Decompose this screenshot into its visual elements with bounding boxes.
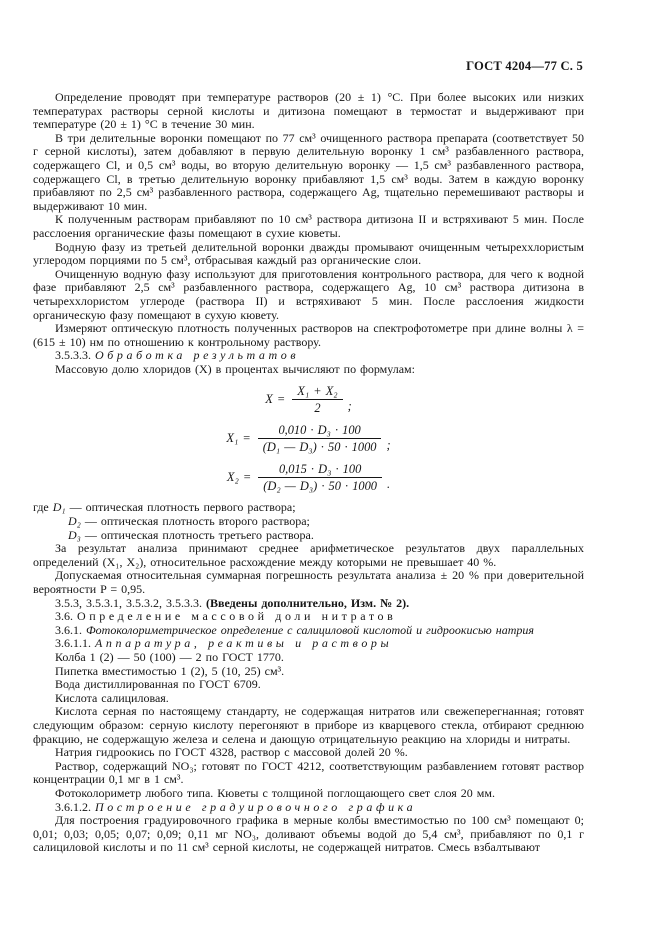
- paragraph-no3-solution: Раствор, содержащий NO₃; готовят по ГОСТ 4212, соответствующим разбавлением готовят раствор концентрации 0,1 мг в 1 см³.: [33, 758, 584, 787]
- heading-number: 3.6.1.2.: [55, 799, 91, 814]
- paragraph-pipette: Пипетка вместимостью 1 (2), 5 (10, 25) см³.: [55, 663, 285, 678]
- formula-punctuation: ;: [347, 398, 352, 413]
- heading-number: 3.6.1.1.: [55, 636, 91, 651]
- heading-title: Фотоколориметрическое определение с салициловой кислотой и гидроокисью натрия: [86, 622, 534, 637]
- formula-denominator: 2: [314, 401, 321, 416]
- heading-title: Обработка результатов: [95, 348, 300, 363]
- paragraph-control-solution: Очищенную водную фазу используют для приготовления контрольного раствора, для чего к водной фазе прибавляют 2,5 см³ разбавленного раствора, содержащего Ag, 10 см³ раствора дитизона в четыреххлористом углероде (раствора II) и встряхивают 5 мин. После расслоения жидкости органическую фазу помещают в сухую кювету.: [33, 266, 584, 322]
- definition-d3: [33, 529, 584, 543]
- formula-x1: [33, 423, 584, 454]
- page-header: ГОСТ 4204—77 С. 5: [466, 59, 583, 73]
- heading-title: Аппаратура, реактивы и растворы: [95, 636, 393, 651]
- heading-title: Определение массовой доли нитратов: [77, 609, 397, 624]
- definition-term: D₃: [68, 527, 81, 542]
- definition-term: D₂: [68, 514, 81, 529]
- formula-x2: [33, 462, 584, 493]
- heading-apparatus: [33, 637, 584, 651]
- heading-title: Построение градуировочного графика: [95, 799, 417, 814]
- paragraph-photometer: Фотоколориметр любого типа. Кюветы с толщиной поглощающего свет слоя 20 мм.: [55, 785, 495, 800]
- formula-numerator: 0,015 · D₃ · 100: [258, 462, 382, 478]
- definition-d1: [33, 501, 584, 515]
- heading-nitrates-section: [33, 610, 584, 624]
- paragraph-result: За результат анализа принимают среднее арифметическое результатов двух параллельных определений (X₁, X₂), относительное расхождение между которыми не превышает 40 %.: [33, 541, 584, 569]
- paragraph-sodium-hydroxide: Натрия гидроокись по ГОСТ 4328, раствор с массовой долей 20 %.: [55, 745, 408, 760]
- formula-fraction: [258, 423, 382, 454]
- paragraph-optical-density: Измеряют оптическую плотность полученных растворов на спектрофотометре при длине волны λ = (615 ± 10) нм по отношению к контрольному раствору.: [33, 321, 584, 349]
- amendment-refs: 3.5.3, 3.5.3.1, 3.5.3.2, 3.5.3.3.: [55, 595, 206, 610]
- paragraph-flask: Колба 1 (2) — 50 (100) — 2 по ГОСТ 1770.: [55, 650, 284, 664]
- document-body: [33, 91, 584, 855]
- paragraph-temperature: Определение проводят при температуре растворов (20 ± 1) °С. При более высоких или низких температурах растворы серной кислоты и дитизона помещают в термостат и выдерживают при температуре (20 ± 1) °С в течение 30 мин.: [33, 90, 584, 132]
- formula-numerator: 0,010 · D₃ · 100: [258, 423, 382, 439]
- formula-denominator: (D₂ — D₃) · 50 · 1000: [263, 479, 377, 494]
- definition-d2: [33, 515, 584, 529]
- amendment-note: (Введены дополнительно, Изм. № 2).: [206, 595, 410, 610]
- formula-fraction: [292, 384, 342, 415]
- paragraph-dithizone: К полученным растворам прибавляют по 10 см³ раствора дитизона II и встряхивают 5 мин. После расслоения органические фазы помещают в сухие кюветы.: [33, 212, 584, 240]
- definition-text: — оптическая плотность первого раствора;: [65, 500, 296, 515]
- paragraph-salicylic-acid: Кислота салициловая.: [55, 690, 169, 705]
- paragraph-water: Вода дистиллированная по ГОСТ 6709.: [55, 677, 261, 692]
- definition-lead: где: [33, 500, 53, 515]
- heading-number: 3.5.3.3.: [55, 348, 91, 363]
- heading-number: 3.6.1.: [55, 622, 82, 637]
- definition-list: [33, 501, 584, 542]
- heading-photocolorimetric: [33, 624, 584, 638]
- paragraph-graph-construction: Для построения градуировочного графика в мерные колбы вместимостью по 100 см³ помещают 0; 0,01; 0,03; 0,05; 0,07; 0,09; 0,11 мг NO₃, доливают объемы водой до 5,4 см³, прибавляют по 0,1 г салициловой кислоты и по 11 см³ серной кислоты, не содержащей нитратов. Смесь взбалтывают: [33, 813, 584, 855]
- paragraph-mass-fraction: Массовую долю хлоридов (X) в процентах вычисляют по формулам:: [55, 361, 415, 376]
- heading-number: 3.6.: [55, 609, 73, 624]
- paragraph-aqueous-phase: Водную фазу из третьей делительной воронки дважды промывают очищенным четыреххлористым углеродом порциями по 5 см³, отбрасывая каждый раз органические слои.: [33, 239, 584, 268]
- paragraph-amendment: [33, 597, 584, 611]
- paragraph-funnels: В три делительные воронки помещают по 77 см³ очищенного раствора препарата (соответствует 50 г серной кислоты), затем добавляют в первую делительную воронку 1 см³ разбавленного раствора, содержащего Cl, и 0,5 см³ воды, во вторую делительную воронку — 1,5 см³ разбавленного раствора, содержащего Cl, в третью делительную воронку прибавляют 1,5 см³ воды. Затем в каждую воронку прибавляют по 2,5 см³ разбавленного раствора, содержащего Ag, тщательно перемешивают растворы и выдерживают 10 мин.: [33, 130, 584, 213]
- formula-numerator: X₁ + X₂: [292, 384, 342, 400]
- paragraph-error: Допускаемая относительная суммарная погрешность результата анализа ± 20 % при доверительной вероятности P = 0,95.: [33, 568, 584, 597]
- formula-lhs: X =: [265, 392, 286, 407]
- formula-denominator: (D₁ — D₃) · 50 · 1000: [262, 440, 377, 455]
- formula-lhs: X₁ =: [226, 431, 251, 446]
- heading-calibration-graph: [33, 801, 584, 815]
- definition-text: — оптическая плотность третьего раствора.: [80, 527, 314, 542]
- definition-text: — оптическая плотность второго раствора;: [80, 514, 310, 529]
- formula-punctuation: ;: [386, 437, 391, 452]
- definition-term: D₁: [52, 500, 66, 515]
- formula-x: [33, 384, 584, 415]
- heading-processing-results: [33, 349, 584, 363]
- paragraph-sulfuric-acid: Кислота серная по настоящему стандарту, не содержащая нитратов или свежеперегнанная; готовят следующим образом: серную кислоту перегоняют в приборе из кварцевого стекла, отбирают среднюю фракцию, не содержащую железа и селена и дающую отрицательную реакцию на хлориды и нитраты.: [33, 704, 584, 746]
- formula-punctuation: .: [386, 476, 391, 491]
- formula-lhs: X₂ =: [226, 470, 252, 485]
- formula-fraction: [258, 462, 382, 493]
